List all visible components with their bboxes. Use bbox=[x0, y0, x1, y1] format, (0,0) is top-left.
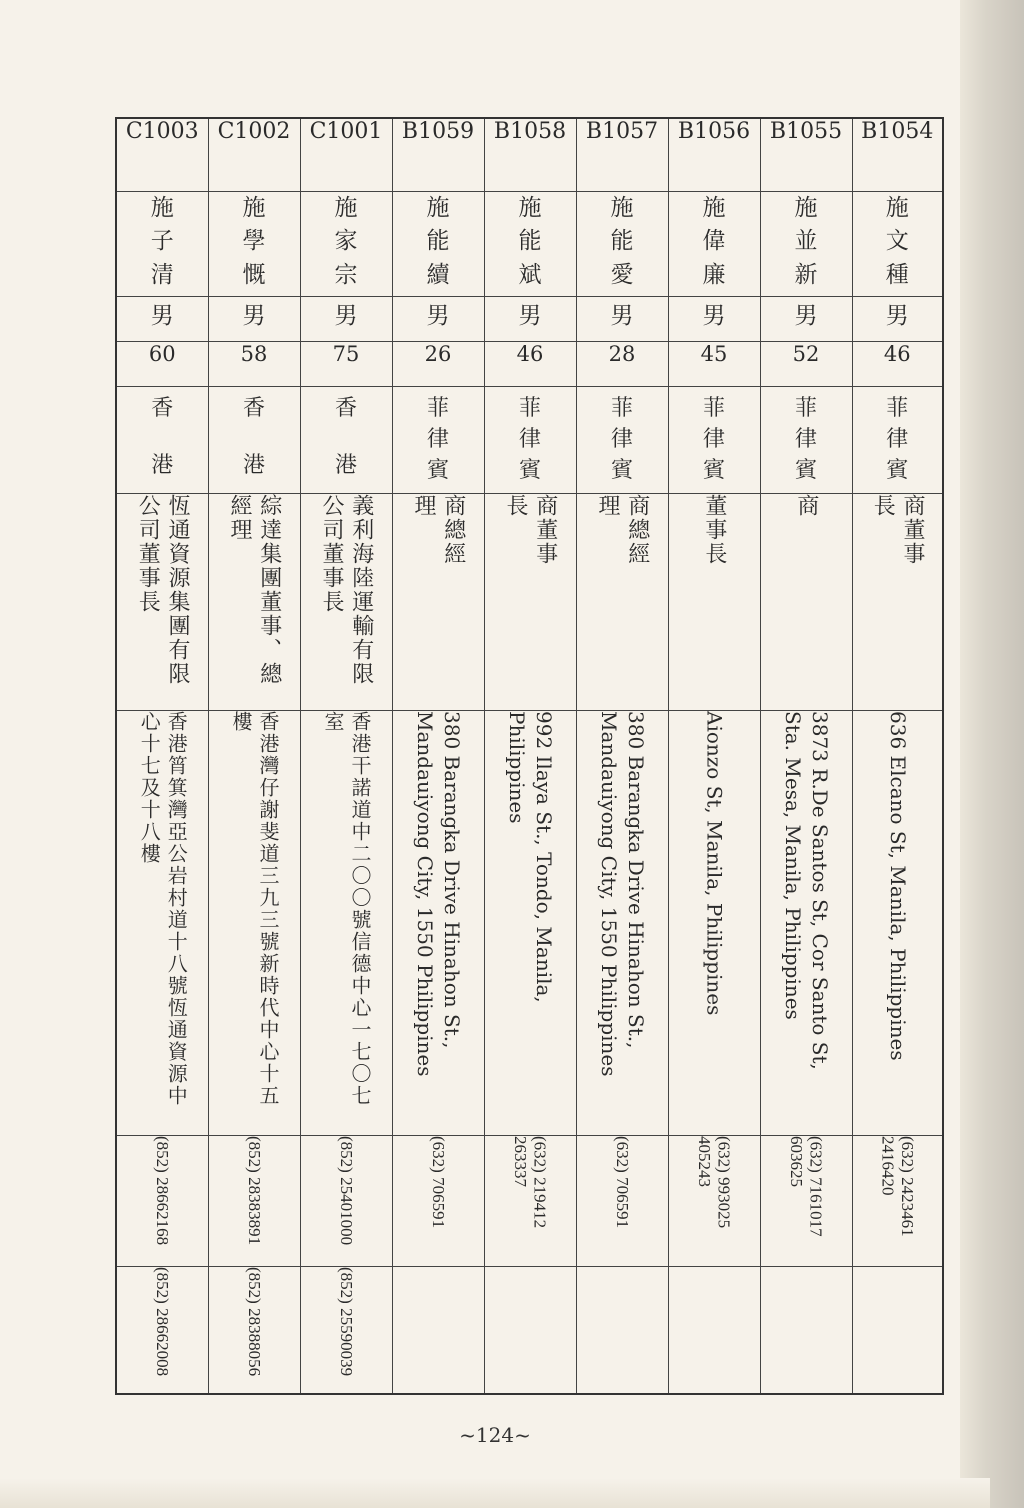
cell-fax: (852) 25590039 bbox=[300, 1267, 392, 1395]
row-telephone bbox=[116, 1136, 943, 1267]
cell-name: 施 文 種 bbox=[852, 192, 943, 297]
cell-occupation: 董事長 bbox=[668, 494, 760, 711]
row-name bbox=[116, 192, 943, 297]
cell-age: 26 bbox=[392, 342, 484, 387]
cell-address: 香港筲箕灣亞公岩村道十八號恆通資源中心十七及十八樓 bbox=[116, 711, 208, 1136]
registry-table bbox=[115, 117, 944, 1395]
cell-occupation: 義利海陸運輸有限公司董事長 bbox=[300, 494, 392, 711]
cell-sex: 男 bbox=[852, 297, 943, 342]
cell-address: 636 Elcano St, Manila, Philippines bbox=[852, 711, 943, 1136]
row-address bbox=[116, 711, 943, 1136]
cell-nationality: 菲 律 賓 bbox=[668, 387, 760, 494]
cell-occupation: 恆通資源集團有限公司董事長 bbox=[116, 494, 208, 711]
cell-fax bbox=[576, 1267, 668, 1395]
cell-id: B1055 bbox=[760, 118, 852, 192]
cell-nationality: 香 港 bbox=[300, 387, 392, 494]
cell-fax bbox=[392, 1267, 484, 1395]
cell-occupation: 商董事長 bbox=[484, 494, 576, 711]
cell-name: 施 偉 廉 bbox=[668, 192, 760, 297]
cell-address: 香港灣仔謝斐道三九三號新時代中心十五樓 bbox=[208, 711, 300, 1136]
cell-sex: 男 bbox=[484, 297, 576, 342]
row-fax bbox=[116, 1267, 943, 1395]
page-number: ~124~ bbox=[459, 1423, 531, 1447]
cell-address: 3873 R.De Santos St, Cor Santo St, Sta. Mesa, Manila, Philippines bbox=[760, 711, 852, 1136]
cell-address: 香港干諾道中二〇〇號信德中心一七〇七室 bbox=[300, 711, 392, 1136]
cell-nationality: 菲 律 賓 bbox=[852, 387, 943, 494]
cell-address: 380 Barangka Drive Hinahon St., Mandauiyong City, 1550 Philippines bbox=[576, 711, 668, 1136]
cell-age: 58 bbox=[208, 342, 300, 387]
cell-sex: 男 bbox=[668, 297, 760, 342]
cell-fax bbox=[852, 1267, 943, 1395]
cell-sex: 男 bbox=[576, 297, 668, 342]
cell-nationality: 香 港 bbox=[208, 387, 300, 494]
cell-id: B1054 bbox=[852, 118, 943, 192]
row-id bbox=[116, 118, 943, 192]
cell-id: B1058 bbox=[484, 118, 576, 192]
cell-nationality: 香 港 bbox=[116, 387, 208, 494]
cell-sex: 男 bbox=[208, 297, 300, 342]
cell-nationality: 菲 律 賓 bbox=[760, 387, 852, 494]
cell-nationality: 菲 律 賓 bbox=[484, 387, 576, 494]
cell-name: 施 能 續 bbox=[392, 192, 484, 297]
cell-occupation: 商董事長 bbox=[852, 494, 943, 711]
cell-sex: 男 bbox=[760, 297, 852, 342]
cell-nationality: 菲 律 賓 bbox=[392, 387, 484, 494]
cell-occupation: 商總經理 bbox=[576, 494, 668, 711]
cell-id: C1002 bbox=[208, 118, 300, 192]
cell-address: Aionzo St, Manila, Philippines bbox=[668, 711, 760, 1136]
cell-telephone: (852) 28662168 bbox=[116, 1136, 208, 1267]
cell-age: 46 bbox=[484, 342, 576, 387]
cell-telephone: (632) 219412 263337 bbox=[484, 1136, 576, 1267]
cell-id: C1001 bbox=[300, 118, 392, 192]
cell-fax bbox=[484, 1267, 576, 1395]
cell-occupation: 商總經理 bbox=[392, 494, 484, 711]
cell-id: B1056 bbox=[668, 118, 760, 192]
cell-age: 60 bbox=[116, 342, 208, 387]
cell-occupation: 商 bbox=[760, 494, 852, 711]
cell-name: 施 能 愛 bbox=[576, 192, 668, 297]
cell-sex: 男 bbox=[116, 297, 208, 342]
cell-fax: (852) 28388056 bbox=[208, 1267, 300, 1395]
cell-age: 52 bbox=[760, 342, 852, 387]
cell-telephone: (632) 706591 bbox=[576, 1136, 668, 1267]
cell-telephone: (632) 2423461 2416420 bbox=[852, 1136, 943, 1267]
cell-age: 45 bbox=[668, 342, 760, 387]
row-age bbox=[116, 342, 943, 387]
page-edge-right bbox=[960, 0, 1024, 1508]
cell-fax bbox=[760, 1267, 852, 1395]
cell-name: 施 子 清 bbox=[116, 192, 208, 297]
cell-telephone: (632) 993025 405243 bbox=[668, 1136, 760, 1267]
cell-telephone: (632) 706591 bbox=[392, 1136, 484, 1267]
cell-name: 施 並 新 bbox=[760, 192, 852, 297]
cell-nationality: 菲 律 賓 bbox=[576, 387, 668, 494]
cell-telephone: (852) 28383891 bbox=[208, 1136, 300, 1267]
row-occupation bbox=[116, 494, 943, 711]
cell-age: 75 bbox=[300, 342, 392, 387]
cell-sex: 男 bbox=[300, 297, 392, 342]
cell-fax: (852) 28662008 bbox=[116, 1267, 208, 1395]
cell-address: 380 Barangka Drive Hinahon St., Mandauiyong City, 1550 Philippines bbox=[392, 711, 484, 1136]
cell-name: 施 家 宗 bbox=[300, 192, 392, 297]
cell-name: 施 學 慨 bbox=[208, 192, 300, 297]
cell-telephone: (852) 25401000 bbox=[300, 1136, 392, 1267]
cell-id: C1003 bbox=[116, 118, 208, 192]
cell-name: 施 能 斌 bbox=[484, 192, 576, 297]
row-sex bbox=[116, 297, 943, 342]
page-edge-bottom bbox=[0, 1478, 990, 1508]
cell-age: 28 bbox=[576, 342, 668, 387]
cell-occupation: 綜達集團董事、總經理 bbox=[208, 494, 300, 711]
cell-address: 992 Ilaya St., Tondo, Manila, Philippines bbox=[484, 711, 576, 1136]
cell-id: B1059 bbox=[392, 118, 484, 192]
row-nationality bbox=[116, 387, 943, 494]
cell-id: B1057 bbox=[576, 118, 668, 192]
cell-fax bbox=[668, 1267, 760, 1395]
cell-telephone: (632) 7161017 603625 bbox=[760, 1136, 852, 1267]
cell-age: 46 bbox=[852, 342, 943, 387]
cell-sex: 男 bbox=[392, 297, 484, 342]
